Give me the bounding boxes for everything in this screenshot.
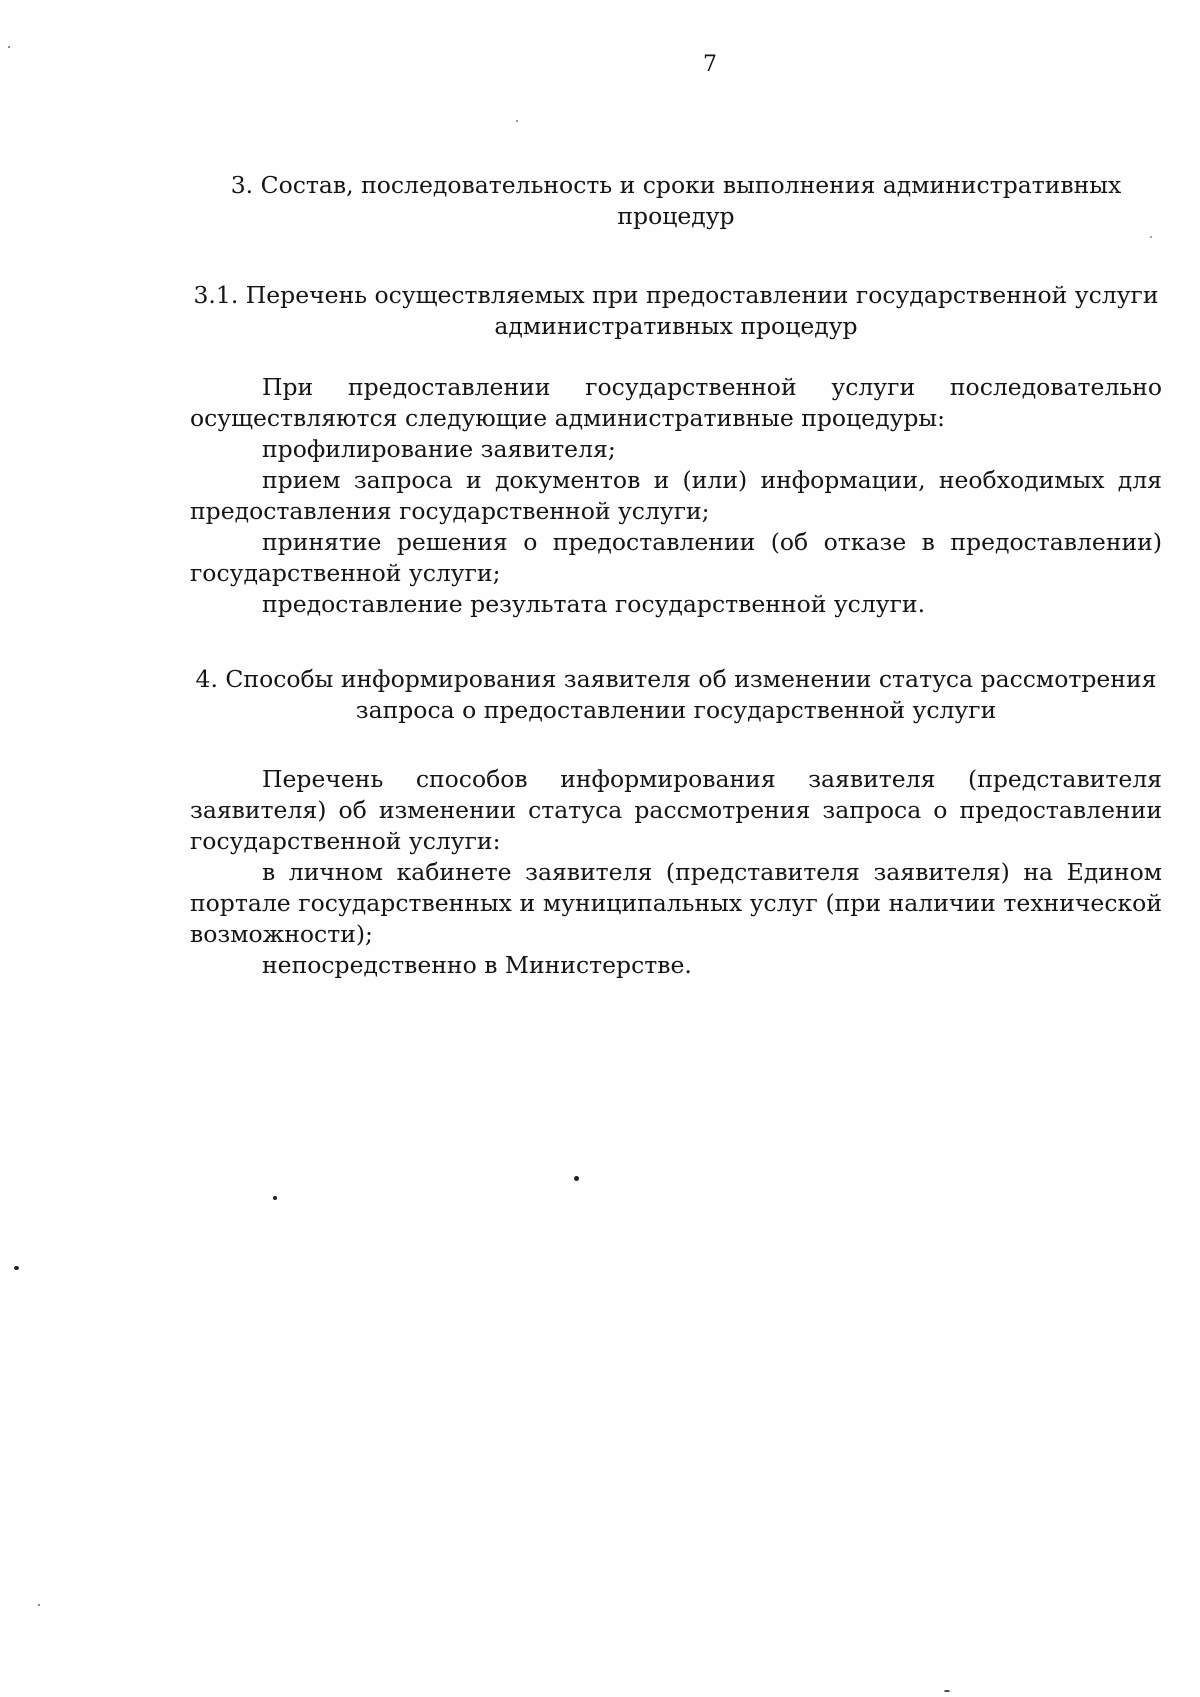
section-4-intro: Перечень способов информирования заявителя (представителя заявителя) об изменении статуса рассмотрения запроса о предоставлении государственной услуги: [190, 765, 1162, 855]
section-4-heading-line-2: запроса о предоставлении государственной услуги [355, 696, 997, 724]
section-3-1-intro: При предоставлении государственной услуги последовательно осуществляются следующие административные процедуры: [190, 373, 1162, 432]
scan-speck [1150, 236, 1152, 238]
procedure-item: принятие решения о предоставлении (об отказе в предоставлении) государственной услуги; [190, 528, 1162, 587]
section-3-1-heading [190, 280, 1162, 342]
scan-speck [8, 46, 10, 48]
scan-speck [38, 1604, 40, 1606]
section-3-heading-line-1: 3. Состав, последовательность и сроки выполнения административных [230, 171, 1122, 199]
scan-speck [574, 1176, 579, 1181]
notification-method-item: в личном кабинете заявителя (представителя заявителя) на Едином портале государственных и муниципальных услуг (при наличии технической возможности); [190, 858, 1162, 948]
section-3-1-heading-line-2: административных процедур [494, 312, 858, 340]
procedure-item: профилирование заявителя; [262, 435, 616, 463]
scan-speck [516, 120, 518, 122]
section-3-1-heading-line-1: 3.1. Перечень осуществляемых при предоставлении государственной услуги [193, 281, 1159, 309]
page-number: 7 [703, 52, 717, 77]
section-3-1-body [190, 372, 1162, 620]
scan-speck [944, 1690, 950, 1692]
procedure-item: прием запроса и документов и (или) информации, необходимых для предоставления государственной услуги; [190, 466, 1162, 525]
scan-speck [273, 1196, 277, 1200]
section-3-heading [190, 170, 1162, 232]
section-4-heading-line-1: 4. Способы информирования заявителя об изменении статуса рассмотрения [195, 665, 1157, 693]
procedure-item: предоставление результата государственной услуги. [262, 590, 926, 618]
notification-method-item: непосредственно в Министерстве. [262, 951, 692, 979]
scan-speck [14, 1266, 19, 1270]
section-4-heading [190, 664, 1162, 726]
section-4-body [190, 764, 1162, 981]
section-3-heading-line-2: процедур [617, 202, 735, 230]
